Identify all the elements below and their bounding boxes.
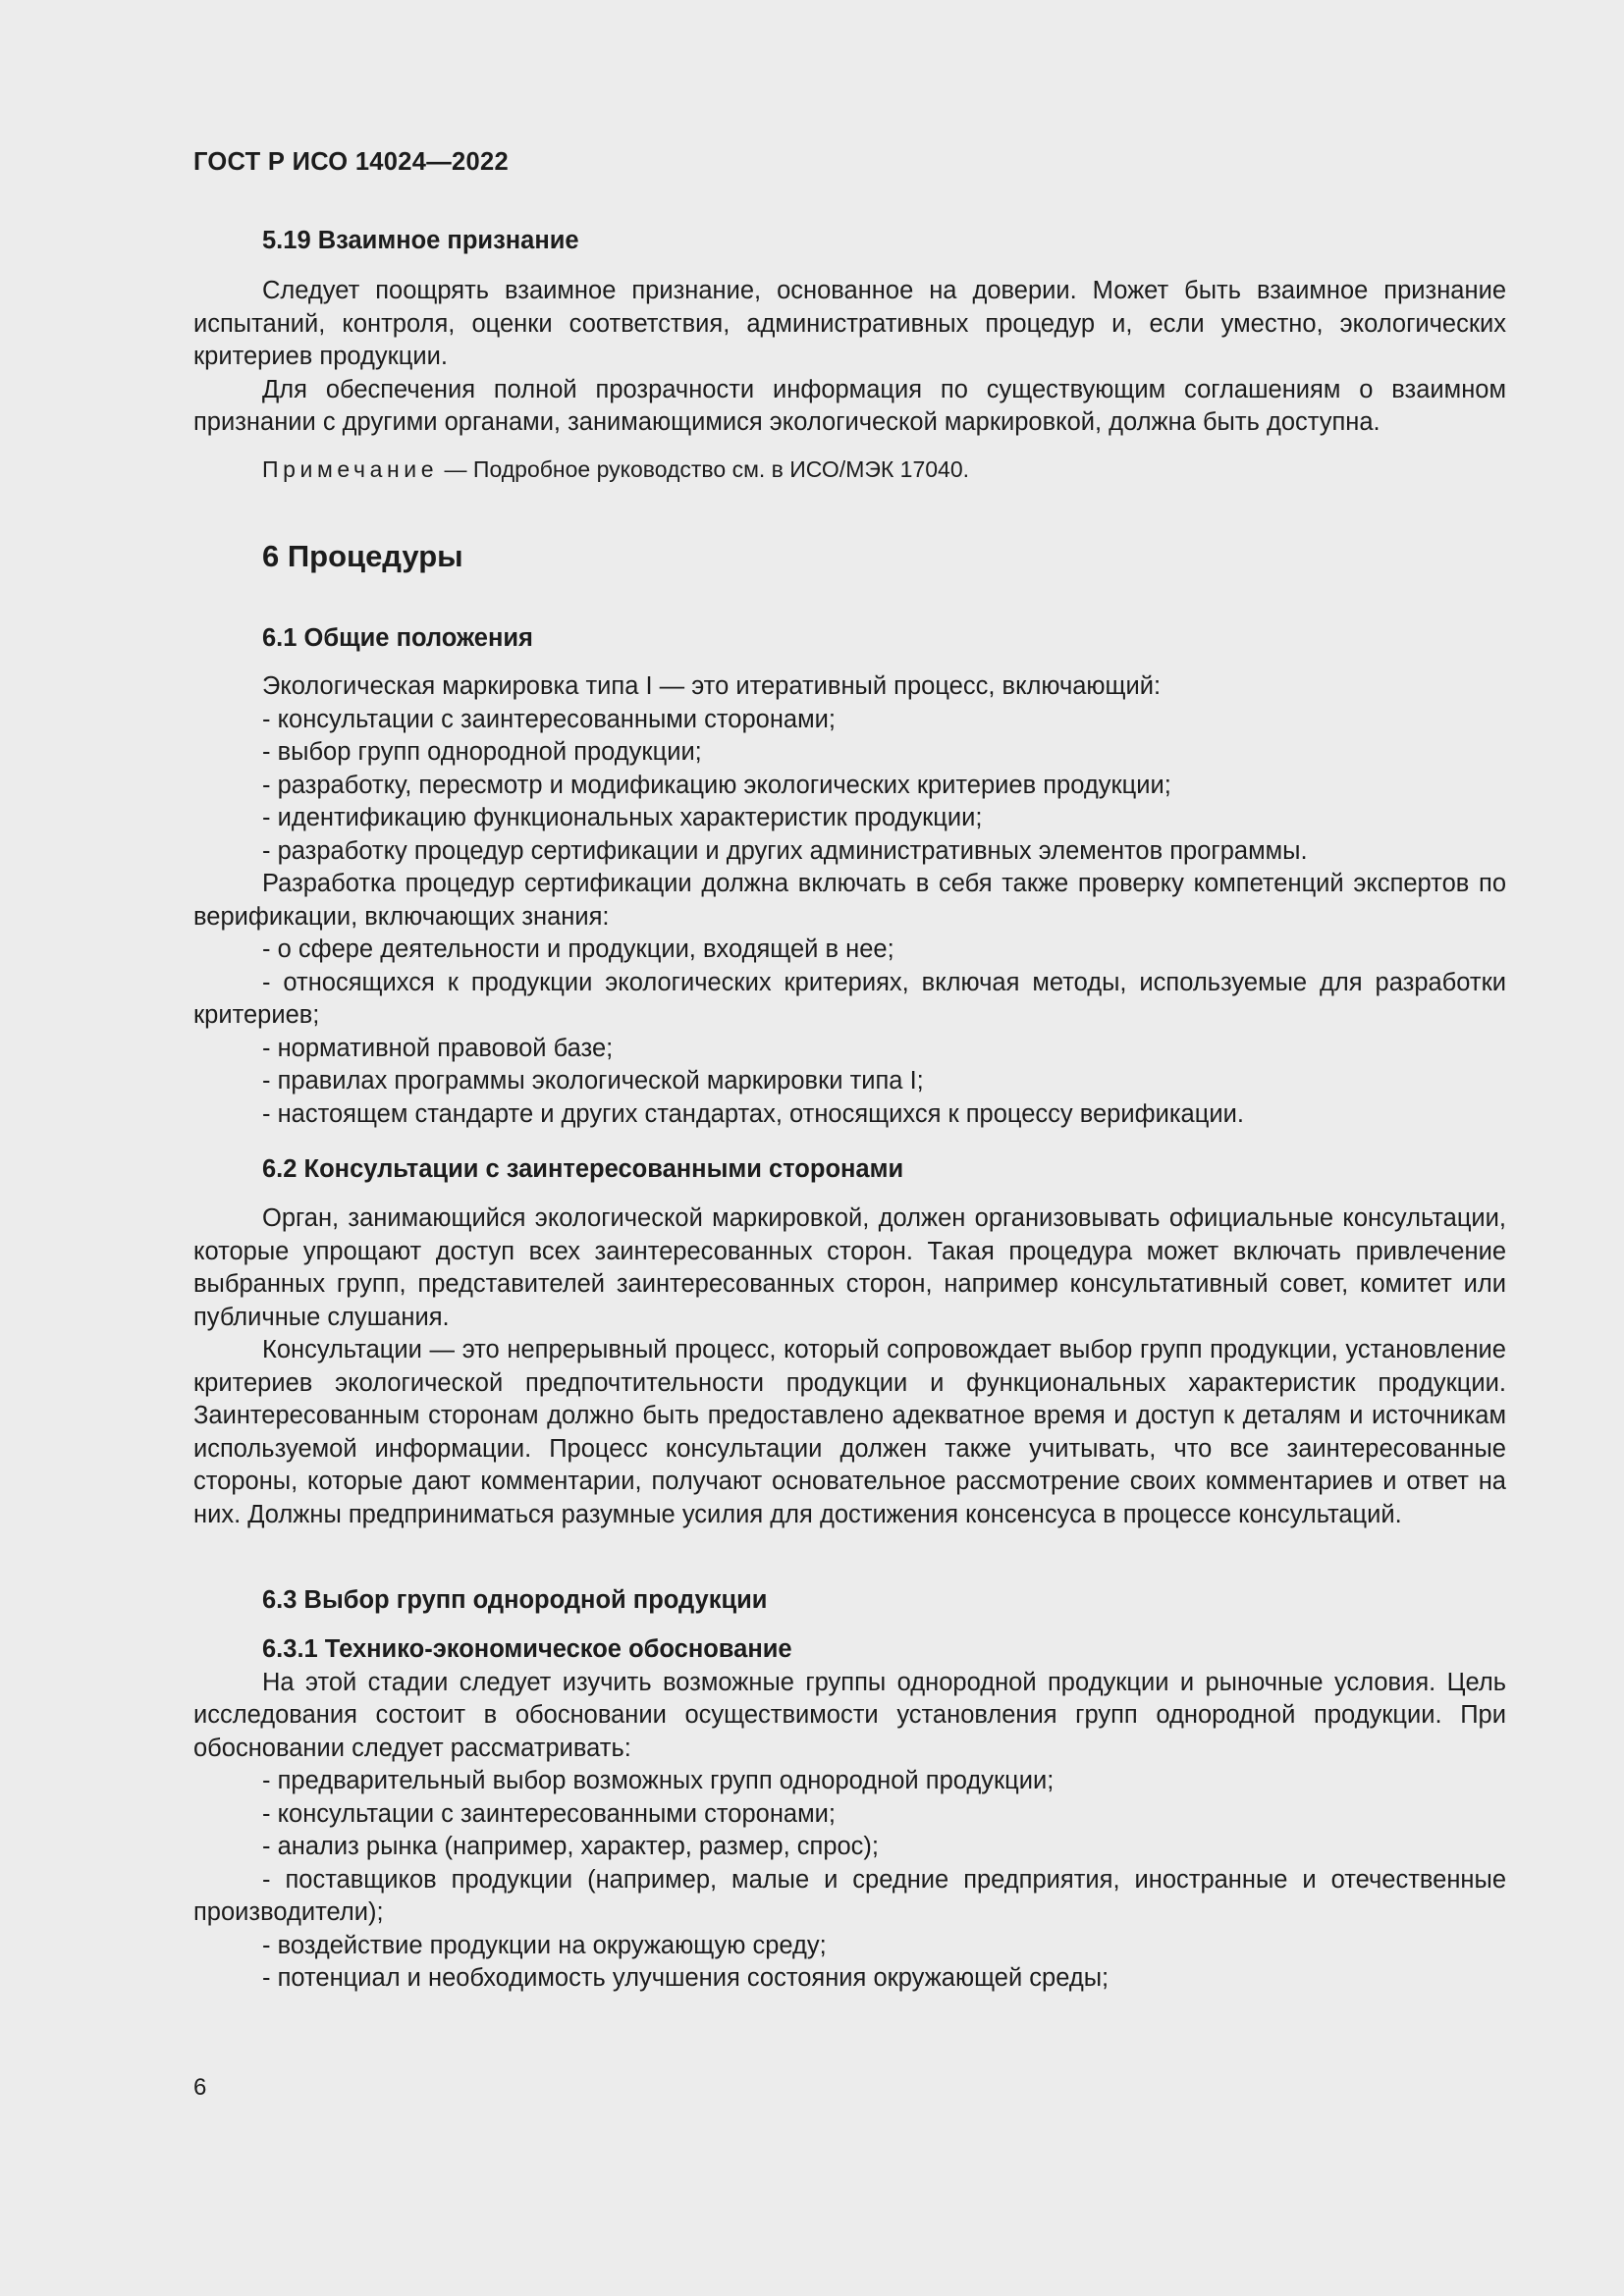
list-item: - правилах программы экологической маркировки типа I; <box>262 1067 924 1095</box>
section-6-2 <box>193 1153 1506 1187</box>
section-6 <box>193 540 1506 573</box>
page-number: 6 <box>193 2074 207 2101</box>
paragraph: Орган, занимающийся экологической маркировкой, должен организовывать официальные консультации, которые упрощают доступ всех заинтересованных сторон. Такая процедура может включать привлечение выбранных групп, представителей заинтересованных сторон, например консультативный совет, комитет или публичные слушания. <box>193 1204 1506 1331</box>
list-item: - настоящем стандарте и других стандартах, относящихся к процессу верификации. <box>262 1099 1244 1128</box>
note-text: — Подробное руководство см. в ИСО/МЭК 17040. <box>438 456 970 482</box>
section-title: 5.19 Взаимное признание <box>262 227 579 254</box>
list-item: - поставщиков продукции (например, малые и средние предприятия, иностранные и отечественные производители); <box>193 1865 1506 1926</box>
section-6-1 <box>193 622 1506 656</box>
list-item: - воздействие продукции на окружающую среду; <box>262 1931 827 1959</box>
section-5-19-body <box>193 275 1506 440</box>
list-item: - идентификацию функциональных характеристик продукции; <box>262 804 983 831</box>
document-header: ГОСТ Р ИСО 14024—2022 <box>193 148 509 176</box>
section-6-2-body <box>193 1202 1506 1531</box>
section-6-3 <box>193 1584 1506 1618</box>
chapter-title: 6 Процедуры <box>262 539 463 573</box>
list-item: - о сфере деятельности и продукции, входящей в нее; <box>262 935 894 963</box>
paragraph: Для обеспечения полной прозрачности информация по существующим соглашениям о взаимном признании с другими органами, занимающимися экологической маркировкой, должна быть доступна. <box>193 375 1506 436</box>
list-item: - выбор групп однородной продукции; <box>262 738 702 766</box>
paragraph: Экологическая маркировка типа I — это итеративный процесс, включающий: <box>262 672 1162 700</box>
paragraph: Разработка процедур сертификации должна включать в себя также проверку компетенций экспертов по верификации, включающих знания: <box>193 870 1506 931</box>
list-item: - анализ рынка (например, характер, размер, спрос); <box>262 1833 880 1860</box>
list-item: - разработку, пересмотр и модификацию экологических критериев продукции; <box>262 771 1171 799</box>
list-item: - потенциал и необходимость улучшения состояния окружающей среды; <box>262 1964 1110 1992</box>
section-title: 6.1 Общие положения <box>262 624 533 652</box>
section-title: 6.3 Выбор групп однородной продукции <box>262 1586 768 1614</box>
note-label: Примечание <box>262 456 439 482</box>
paragraph: Следует поощрять взаимное признание, основанное на доверии. Может быть взаимное признание испытаний, контроля, оценки соответствия, административных процедур и, если уместно, экологических критериев продукции. <box>193 277 1506 370</box>
list-item: - консультации с заинтересованными сторонами; <box>262 1799 836 1828</box>
section-5-19 <box>193 225 1506 258</box>
list-item: - предварительный выбор возможных групп однородной продукции; <box>262 1767 1055 1794</box>
section-title: 6.2 Консультации с заинтересованными сторонами <box>262 1155 904 1183</box>
list-item: - нормативной правовой базе; <box>262 1034 614 1062</box>
subsection-title: 6.3.1 Технико-экономическое обоснование <box>262 1635 792 1663</box>
section-6-1-body <box>193 670 1506 1131</box>
paragraph: На этой стадии следует изучить возможные группы однородной продукции и рыночные условия. Цель исследования состоит в обосновании осуществимости установления групп однородной продукции. При обосновании следует рассматривать: <box>193 1668 1506 1762</box>
section-6-3-1 <box>193 1633 1506 1996</box>
list-item: - разработку процедур сертификации и других административных элементов программы. <box>262 836 1308 865</box>
paragraph: Консультации — это непрерывный процесс, который сопровождает выбор групп продукции, установление критериев экологической предпочтительности продукции и функциональных характеристик продукции. Заинтересованным сторонам должно быть предоставлено адекватное время и доступ к деталям и источникам используемой информации. Процесс консультации должен также учитывать, что все заинтересованные стороны, которые дают комментарии, получают основательное рассмотрение своих комментариев и ответ на них. Должны предприниматься разумные усилия для достижения консенсуса в процессе консультаций. <box>193 1336 1506 1528</box>
note <box>193 454 1506 487</box>
list-item: - консультации с заинтересованными сторонами; <box>262 705 836 733</box>
list-item: - относящихся к продукции экологических критериях, включая методы, используемые для разработки критериев; <box>193 968 1506 1029</box>
